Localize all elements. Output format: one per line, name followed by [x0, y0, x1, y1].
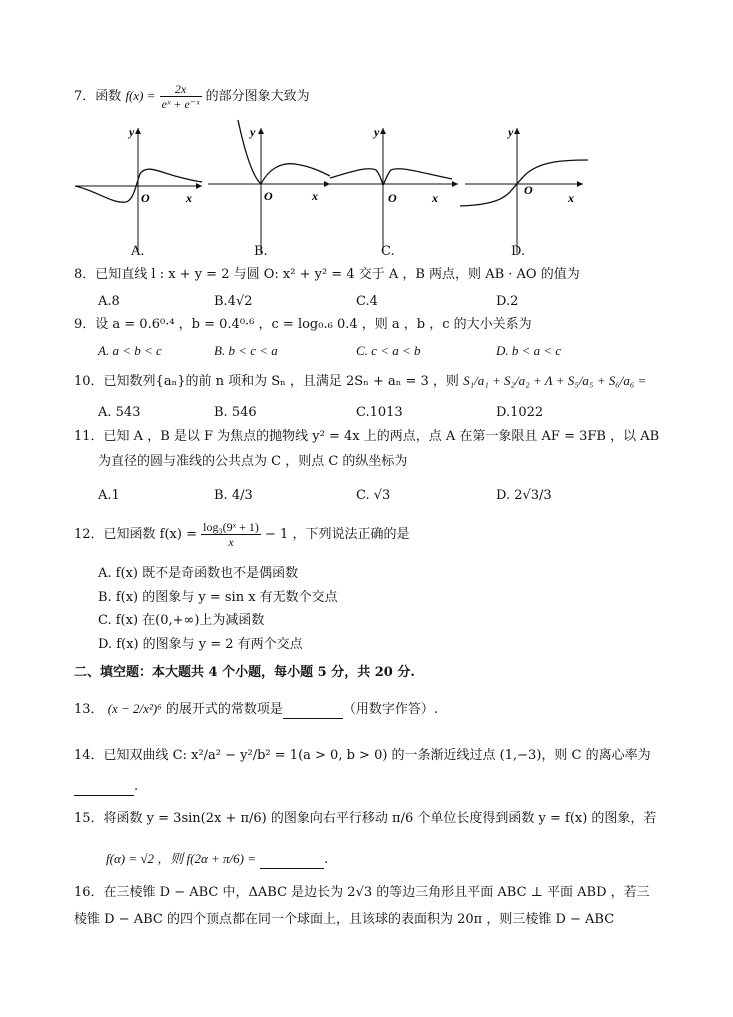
q15-shift: π/6: [392, 811, 414, 826]
q16-line1: 16．在三棱锥 D − ABC 中，ΔABC 是边长为 2√3 的等边三角形且平面 ABC ⊥ 平面 ABD ，若三: [74, 885, 650, 900]
q11-option-a: A.1: [98, 488, 120, 503]
q15-answer-blank[interactable]: [260, 853, 324, 869]
q14-answer-blank[interactable]: [74, 780, 134, 796]
q10-sum: S₁/a₁ + S₂/a₂ + Λ + S₅/a₅ + S₆/a₆ =: [463, 373, 647, 388]
q15-post: 个单位长度得到函数 y = f(x) 的图象，若: [417, 811, 657, 826]
q9-stem: 9．设 a = 0.6⁰·⁴ ，b = 0.4⁰·⁶ ，c = log₀.₆ 0.4 ，则 a ，b ，c 的大小关系为: [74, 317, 532, 332]
graph-d-y: y: [508, 125, 514, 139]
q7-denominator: eˣ + e⁻ˣ: [161, 97, 200, 111]
q10-option-a: A. 543: [98, 405, 141, 420]
q14-line2: [74, 780, 138, 796]
q13-stem: [74, 702, 438, 719]
q10-option-c: C.1013: [356, 405, 403, 420]
graph-d: [460, 125, 588, 253]
q12-numerator: log₃(9ˣ + 1): [203, 520, 259, 534]
q7-graphs: [0, 118, 733, 263]
q12-stem: [74, 520, 409, 549]
graph-c-origin: O: [388, 191, 397, 205]
graph-b-y: y: [250, 125, 256, 139]
q10-stem: [74, 374, 646, 390]
q9-option-b: B. b < c < a: [214, 343, 278, 358]
graph-b: [208, 120, 330, 253]
q15-line2-pre: f(α) = √2 ，则 f(2α + π/6) =: [106, 851, 257, 866]
q15-line1: [74, 812, 656, 827]
q11-line1: 11．已知 A ，B 是以 F 为焦点的抛物线 y² = 4x 上的两点，点 A 在第一象限且 AF = 3FB ，以 AB: [74, 429, 660, 444]
q10-option-d: D.1022: [496, 405, 544, 420]
q10-text: 10．已知数列{aₙ}的前 n 项和为 Sₙ ，且满足 2Sₙ + aₙ = 3 ，则: [74, 374, 459, 389]
q10-option-b: B. 546: [214, 405, 257, 420]
q14-end: .: [134, 779, 139, 794]
graph-b-origin: O: [264, 189, 273, 203]
graph-b-x: x: [312, 189, 318, 203]
graph-d-origin: O: [524, 183, 533, 197]
q9-option-d: D. b < a < c: [496, 343, 562, 358]
q7-fraction: [160, 82, 202, 111]
q14-line1: 14．已知双曲线 C: x²/a² − y²/b² = 1(a > 0, b > 0) 的一条渐近线过点 (1,−3)，则 C 的离心率为: [74, 748, 651, 763]
graph-c: [330, 125, 458, 253]
q7-numerator: 2x: [160, 82, 202, 97]
q11-line2: 为直径的圆与准线的公共点为 C ，则点 C 的纵坐标为: [98, 454, 408, 469]
q8-option-b: B.4√2: [214, 294, 253, 309]
q7-label-d: D.: [511, 244, 526, 259]
q16-line2: 棱锥 D − ABC 的四个顶点都在同一个球面上，且该球的表面积为 20π ，则三棱锥 D − ABC: [74, 912, 615, 927]
q15-end: .: [324, 852, 329, 867]
q12-denominator: x: [228, 535, 234, 549]
q7-label-b: B.: [254, 244, 268, 259]
graph-a-y: y: [129, 125, 135, 139]
q13-answer-blank[interactable]: [283, 703, 343, 719]
q7-label-c: C.: [381, 244, 395, 259]
q13-post: 的展开式的常数项是: [165, 702, 283, 717]
q12-option-d: D. f(x) 的图象与 y = 2 有两个交点: [98, 637, 303, 652]
q8-option-a: A.8: [98, 294, 120, 309]
q12-option-a: A. f(x) 既不是奇函数也不是偶函数: [98, 566, 299, 581]
q9-option-c: C. c < a < b: [356, 343, 421, 358]
graph-a-origin: O: [141, 191, 150, 205]
q7-stem: [74, 82, 310, 111]
q7-pre: 函数: [95, 89, 122, 104]
section-2-heading: 二、填空题：本大题共 4 个小题，每小题 5 分，共 20 分.: [74, 665, 415, 680]
q7-label-a: A.: [131, 244, 145, 259]
q12-option-b: B. f(x) 的图象与 y = sin x 有无数个交点: [98, 590, 338, 605]
q15-line2: [106, 852, 328, 869]
q11-option-b: B. 4/3: [214, 488, 253, 503]
q7-post: 的部分图象大致为: [205, 89, 310, 104]
q15-pre: 15．将函数 y = 3sin(2x + π/6) 的图象向右平行移动: [74, 811, 388, 826]
q12-post: − 1 ，下列说法正确的是: [265, 527, 410, 542]
graph-c-x: x: [432, 191, 438, 205]
graph-c-y: y: [374, 125, 380, 139]
q12-fraction: [201, 520, 261, 549]
q8-option-d: D.2: [496, 294, 519, 309]
q8-option-c: C.4: [356, 294, 378, 309]
q13-number: 13．: [74, 702, 104, 717]
q8-stem: 8．已知直线 l : x + y = 2 与圆 O: x² + y² = 4 交于 A ，B 两点，则 AB · AO 的值为: [74, 267, 580, 282]
graph-a: [75, 125, 202, 253]
graph-a-x: x: [186, 191, 192, 205]
q11-option-d: D. 2√3/3: [496, 488, 552, 503]
q13-tail: （用数字作答）.: [342, 702, 438, 717]
graph-d-x: x: [568, 191, 574, 205]
q11-option-c: C. √3: [356, 488, 391, 503]
q12-option-c: C. f(x) 在(0,+∞)上为减函数: [98, 613, 265, 628]
q12-pre: 12．已知函数 f(x) =: [74, 527, 197, 542]
q9-option-a: A. a < b < c: [98, 343, 162, 358]
q7-fx: f(x) =: [125, 88, 156, 103]
q7-number: 7．: [74, 89, 96, 104]
q13-expr: (x − 2/x²)⁶: [107, 701, 162, 716]
